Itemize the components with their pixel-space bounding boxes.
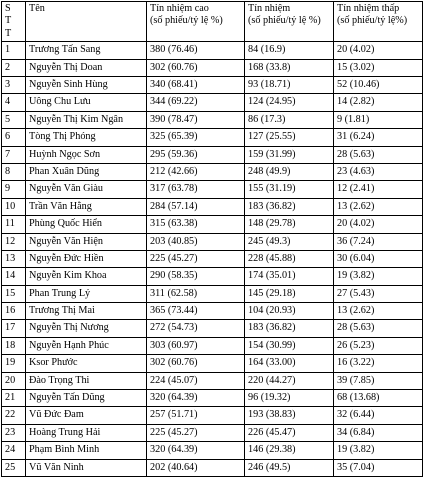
cell-name: Nguyễn Văn Giàu xyxy=(26,181,147,198)
cell-name: Trương Tấn Sang xyxy=(26,42,147,59)
cell-name: Nguyễn Hạnh Phúc xyxy=(26,337,147,354)
table-body xyxy=(2,42,423,477)
table-row xyxy=(2,407,423,424)
cell-name: Nguyễn Văn Hiện xyxy=(26,233,147,250)
cell-stt: 4 xyxy=(2,94,26,111)
cell-confidence: 248 (49.9) xyxy=(245,163,334,180)
cell-high-confidence: 272 (54.73) xyxy=(147,320,245,337)
cell-name: Trương Thị Mai xyxy=(26,303,147,320)
cell-stt: 10 xyxy=(2,198,26,215)
cell-name: Nguyễn Kim Khoa xyxy=(26,268,147,285)
cell-high-confidence: 290 (58.35) xyxy=(147,268,245,285)
cell-low-confidence: 68 (13.68) xyxy=(334,390,423,407)
table-row xyxy=(2,442,423,459)
cell-stt: 24 xyxy=(2,442,26,459)
cell-confidence: 155 (31.19) xyxy=(245,181,334,198)
table-row xyxy=(2,320,423,337)
cell-stt: 20 xyxy=(2,372,26,389)
table-row xyxy=(2,94,423,111)
header-mid-line-1: Tín nhiệm xyxy=(248,3,291,14)
table-row xyxy=(2,198,423,215)
cell-confidence: 183 (36.82) xyxy=(245,198,334,215)
cell-confidence: 183 (36.82) xyxy=(245,320,334,337)
header-stt-line-1: S xyxy=(5,3,11,14)
cell-confidence: 84 (16.9) xyxy=(245,42,334,59)
cell-high-confidence: 302 (60.76) xyxy=(147,59,245,76)
cell-confidence: 159 (31.99) xyxy=(245,146,334,163)
cell-name: Nguyễn Đức Hiền xyxy=(26,250,147,267)
cell-low-confidence: 35 (7.04) xyxy=(334,459,423,476)
cell-stt: 17 xyxy=(2,320,26,337)
cell-high-confidence: 344 (69.22) xyxy=(147,94,245,111)
cell-stt: 18 xyxy=(2,337,26,354)
cell-confidence: 145 (29.18) xyxy=(245,285,334,302)
cell-stt: 8 xyxy=(2,163,26,180)
header-low-confidence xyxy=(334,2,423,42)
cell-stt: 2 xyxy=(2,59,26,76)
cell-name: Nguyễn Sinh Hùng xyxy=(26,77,147,94)
cell-low-confidence: 52 (10.46) xyxy=(334,77,423,94)
cell-stt: 3 xyxy=(2,77,26,94)
table-row xyxy=(2,129,423,146)
cell-high-confidence: 320 (64.39) xyxy=(147,390,245,407)
cell-name: Uông Chu Lưu xyxy=(26,94,147,111)
cell-confidence: 146 (29.38) xyxy=(245,442,334,459)
cell-high-confidence: 317 (63.78) xyxy=(147,181,245,198)
cell-name: Nguyễn Thị Nương xyxy=(26,320,147,337)
cell-name: Ksor Phước xyxy=(26,355,147,372)
table-row xyxy=(2,77,423,94)
cell-name: Nguyễn Tấn Dũng xyxy=(26,390,147,407)
cell-name: Vũ Văn Ninh xyxy=(26,459,147,476)
cell-low-confidence: 36 (7.24) xyxy=(334,233,423,250)
cell-low-confidence: 30 (6.04) xyxy=(334,250,423,267)
cell-stt: 9 xyxy=(2,181,26,198)
cell-confidence: 164 (33.00) xyxy=(245,355,334,372)
table-row xyxy=(2,424,423,441)
cell-low-confidence: 13 (2.62) xyxy=(334,198,423,215)
cell-name: Phan Trung Lý xyxy=(26,285,147,302)
cell-stt: 12 xyxy=(2,233,26,250)
cell-low-confidence: 9 (1.81) xyxy=(334,111,423,128)
cell-stt: 14 xyxy=(2,268,26,285)
cell-low-confidence: 28 (5.63) xyxy=(334,320,423,337)
table-row xyxy=(2,355,423,372)
header-high-line-2: (số phiếu/tỷ lệ %) xyxy=(150,15,223,27)
cell-stt: 1 xyxy=(2,42,26,59)
cell-confidence: 245 (49.3) xyxy=(245,233,334,250)
cell-confidence: 226 (45.47) xyxy=(245,424,334,441)
header-row xyxy=(2,2,423,42)
cell-name: Vũ Đức Đam xyxy=(26,407,147,424)
header-low-line-2: (số phiếu/tỷ lệ%) xyxy=(337,15,408,27)
cell-stt: 16 xyxy=(2,303,26,320)
cell-low-confidence: 27 (5.43) xyxy=(334,285,423,302)
cell-high-confidence: 284 (57.14) xyxy=(147,198,245,215)
cell-stt: 23 xyxy=(2,424,26,441)
table-row xyxy=(2,59,423,76)
cell-low-confidence: 14 (2.82) xyxy=(334,94,423,111)
cell-low-confidence: 19 (3.82) xyxy=(334,442,423,459)
cell-name: Nguyễn Thị Doan xyxy=(26,59,147,76)
cell-low-confidence: 20 (4.02) xyxy=(334,216,423,233)
table-row xyxy=(2,163,423,180)
table-header xyxy=(2,2,423,42)
cell-low-confidence: 16 (3.22) xyxy=(334,355,423,372)
cell-high-confidence: 380 (76.46) xyxy=(147,42,245,59)
cell-confidence: 193 (38.83) xyxy=(245,407,334,424)
cell-confidence: 124 (24.95) xyxy=(245,94,334,111)
cell-high-confidence: 325 (65.39) xyxy=(147,129,245,146)
table-row xyxy=(2,372,423,389)
cell-high-confidence: 202 (40.64) xyxy=(147,459,245,476)
cell-low-confidence: 31 (6.24) xyxy=(334,129,423,146)
cell-high-confidence: 390 (78.47) xyxy=(147,111,245,128)
cell-stt: 11 xyxy=(2,216,26,233)
cell-low-confidence: 28 (5.63) xyxy=(334,146,423,163)
cell-high-confidence: 295 (59.36) xyxy=(147,146,245,163)
cell-low-confidence: 34 (6.84) xyxy=(334,424,423,441)
cell-stt: 19 xyxy=(2,355,26,372)
cell-high-confidence: 257 (51.71) xyxy=(147,407,245,424)
cell-confidence: 246 (49.5) xyxy=(245,459,334,476)
table-row xyxy=(2,233,423,250)
cell-name: Đào Trọng Thi xyxy=(26,372,147,389)
cell-stt: 5 xyxy=(2,111,26,128)
cell-low-confidence: 39 (7.85) xyxy=(334,372,423,389)
cell-confidence: 154 (30.99) xyxy=(245,337,334,354)
cell-confidence: 104 (20.93) xyxy=(245,303,334,320)
cell-low-confidence: 12 (2.41) xyxy=(334,181,423,198)
cell-high-confidence: 203 (40.85) xyxy=(147,233,245,250)
cell-stt: 21 xyxy=(2,390,26,407)
header-name-label: Tên xyxy=(29,3,45,14)
cell-confidence: 168 (33.8) xyxy=(245,59,334,76)
cell-low-confidence: 19 (3.82) xyxy=(334,268,423,285)
cell-high-confidence: 225 (45.27) xyxy=(147,250,245,267)
cell-high-confidence: 225 (45.27) xyxy=(147,424,245,441)
cell-high-confidence: 365 (73.44) xyxy=(147,303,245,320)
cell-high-confidence: 212 (42.66) xyxy=(147,163,245,180)
table-row xyxy=(2,42,423,59)
cell-low-confidence: 32 (6.44) xyxy=(334,407,423,424)
cell-stt: 13 xyxy=(2,250,26,267)
cell-stt: 6 xyxy=(2,129,26,146)
cell-confidence: 148 (29.78) xyxy=(245,216,334,233)
cell-low-confidence: 13 (2.62) xyxy=(334,303,423,320)
cell-stt: 15 xyxy=(2,285,26,302)
cell-confidence: 93 (18.71) xyxy=(245,77,334,94)
cell-low-confidence: 23 (4.63) xyxy=(334,163,423,180)
cell-stt: 7 xyxy=(2,146,26,163)
cell-confidence: 174 (35.01) xyxy=(245,268,334,285)
cell-high-confidence: 303 (60.97) xyxy=(147,337,245,354)
cell-high-confidence: 320 (64.39) xyxy=(147,442,245,459)
cell-high-confidence: 311 (62.58) xyxy=(147,285,245,302)
cell-name: Phan Xuân Dũng xyxy=(26,163,147,180)
header-stt xyxy=(2,2,26,42)
cell-name: Phạm Bình Minh xyxy=(26,442,147,459)
table-row xyxy=(2,268,423,285)
cell-confidence: 228 (45.88) xyxy=(245,250,334,267)
cell-high-confidence: 340 (68.41) xyxy=(147,77,245,94)
cell-name: Phùng Quốc Hiển xyxy=(26,216,147,233)
cell-confidence: 86 (17.3) xyxy=(245,111,334,128)
cell-name: Tòng Thị Phóng xyxy=(26,129,147,146)
table-row xyxy=(2,337,423,354)
table-row xyxy=(2,390,423,407)
cell-confidence: 96 (19.32) xyxy=(245,390,334,407)
confidence-vote-table xyxy=(1,1,423,477)
cell-high-confidence: 302 (60.76) xyxy=(147,355,245,372)
cell-low-confidence: 26 (5.23) xyxy=(334,337,423,354)
cell-name: Huỳnh Ngọc Sơn xyxy=(26,146,147,163)
header-confidence xyxy=(245,2,334,42)
cell-name: Trần Văn Hằng xyxy=(26,198,147,215)
table-row xyxy=(2,146,423,163)
header-high-confidence xyxy=(147,2,245,42)
cell-confidence: 127 (25.55) xyxy=(245,129,334,146)
table-row xyxy=(2,285,423,302)
table-row xyxy=(2,459,423,476)
cell-high-confidence: 315 (63.38) xyxy=(147,216,245,233)
cell-name: Nguyễn Thị Kim Ngân xyxy=(26,111,147,128)
header-high-line-1: Tín nhiệm cao xyxy=(150,3,209,14)
cell-name: Hoàng Trung Hải xyxy=(26,424,147,441)
table-row xyxy=(2,181,423,198)
cell-low-confidence: 20 (4.02) xyxy=(334,42,423,59)
header-name xyxy=(26,2,147,42)
header-stt-line-2: T xyxy=(5,15,12,27)
table-row xyxy=(2,216,423,233)
header-stt-line-3: T xyxy=(5,27,12,39)
header-mid-line-2: (số phiếu/tỷ lệ %) xyxy=(248,15,321,27)
table-row xyxy=(2,303,423,320)
cell-low-confidence: 15 (3.02) xyxy=(334,59,423,76)
cell-confidence: 220 (44.27) xyxy=(245,372,334,389)
cell-high-confidence: 224 (45.07) xyxy=(147,372,245,389)
header-low-line-1: Tín nhiệm thấp xyxy=(337,3,400,14)
table-row xyxy=(2,250,423,267)
cell-stt: 25 xyxy=(2,459,26,476)
cell-stt: 22 xyxy=(2,407,26,424)
table-row xyxy=(2,111,423,128)
